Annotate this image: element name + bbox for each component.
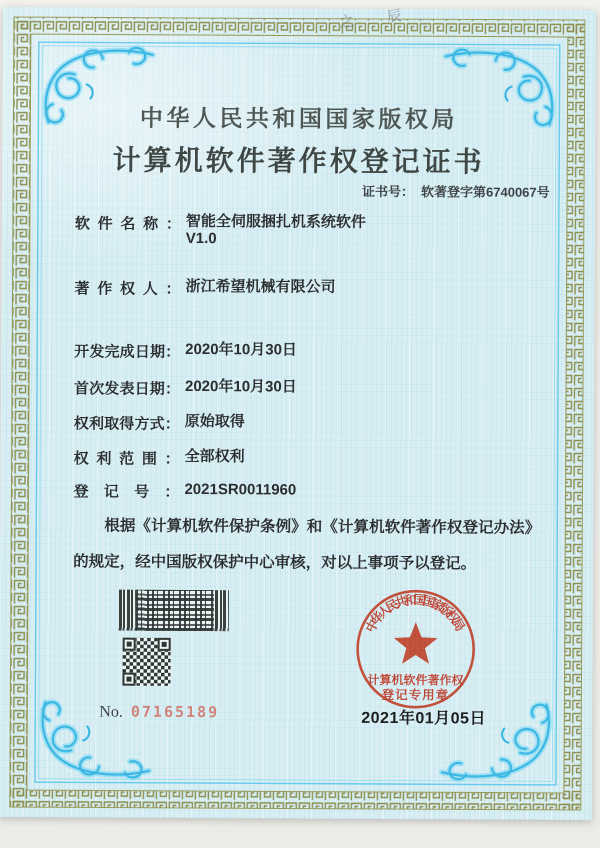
handwritten-note: 之 辰 [338, 4, 417, 32]
field-label: 权利范围： [73, 450, 180, 468]
rights-scope: 全部权利 [184, 447, 245, 466]
certificate-number-label: 证书号： [362, 183, 415, 200]
certificate-title: 计算机软件著作权登记证书 [112, 145, 485, 179]
qr-finder-icon [158, 638, 171, 651]
official-seal [347, 583, 484, 720]
copyright-owner: 浙江希望机械有限公司 [185, 277, 336, 296]
seal-ring-text: 中华人民共和国国家版权局 [363, 592, 468, 635]
field-row-registration-number [73, 480, 296, 502]
registration-number: 2021SR0011960 [184, 480, 297, 499]
field-label: 著作权人： [74, 280, 181, 298]
field-label: 登记号： [73, 483, 180, 501]
dev-complete-date: 2020年10月30日 [185, 340, 298, 359]
software-version: V1.0 [185, 229, 217, 248]
field-value [186, 213, 366, 248]
certificate-paper [0, 4, 596, 820]
qr-finder-icon [123, 638, 136, 651]
issue-date: 2021年01月05日 [361, 709, 487, 728]
seal-star-icon [394, 622, 438, 664]
barcode-data-region [136, 590, 214, 631]
field-label: 权利取得方式： [73, 415, 180, 433]
serial-number: 07165189 [130, 702, 220, 722]
barcode-start-bars [119, 590, 136, 631]
barcode-image [119, 590, 229, 632]
field-row-copyright-owner [74, 277, 335, 299]
rights-acquisition: 原始取得 [184, 412, 245, 431]
seal-line2: 登记专用章 [381, 687, 450, 703]
field-label: 首次发表日期： [73, 380, 181, 398]
field-row-rights-acquisition [74, 412, 245, 434]
software-name: 智能全伺服捆扎机系统软件 [185, 212, 366, 231]
seal-line1: 计算机软件著作权 [367, 672, 464, 688]
field-row-dev-complete-date [74, 340, 297, 362]
field-row-rights-scope [74, 447, 245, 469]
barcode-stop-bars [214, 590, 229, 631]
field-row-first-publish-date [74, 377, 297, 399]
certificate-number-value: 软著登字第6740067号 [421, 184, 550, 200]
field-row-software-name [75, 212, 366, 248]
qr-finder-icon [122, 673, 135, 686]
qr-code-image [122, 638, 170, 686]
field-label: 开发完成日期： [74, 343, 181, 361]
field-label: 软件名称： [74, 215, 181, 233]
registration-statement: 根据《计算机软件保护条例》和《计算机软件著作权登记办法》的规定，经中国版权保护中心审核，对以上事项予以登记。 [73, 517, 541, 572]
serial-label: No. [99, 703, 123, 721]
first-publish-date: 2020年10月30日 [184, 377, 297, 396]
certificate-number [362, 181, 550, 201]
authority-name: 中华人民共和国国家版权局 [139, 105, 458, 133]
serial-number-line [99, 703, 219, 723]
